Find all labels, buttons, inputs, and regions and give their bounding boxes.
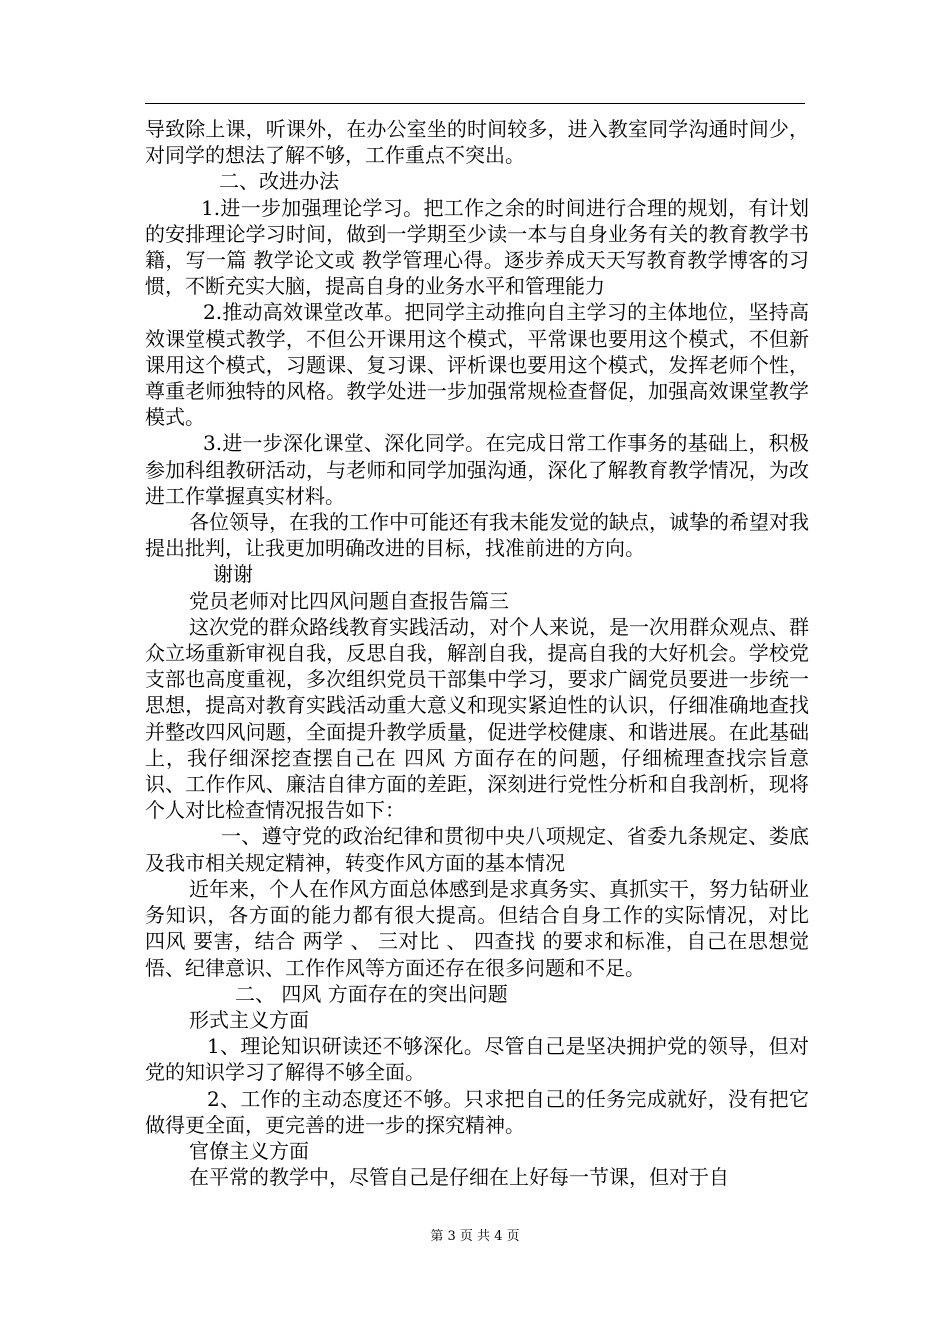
heading-improvement-methods: 二、改进办法: [219, 169, 339, 194]
paragraph-item-1: 1.进一步加强理论学习。把工作之余的时间进行合理的规划，有计划的安排理论学习时间，做到一学期至少读一本与自身业务有关的教育教学书籍，写一篇 教学论文或 教学管理心得。逐步养成天天写教育教学博客的习惯，不断充实大脑，提高自身的业务水平和管理能力: [145, 195, 809, 299]
page-number-footer: 第 3 页 共 4 页: [430, 1229, 520, 1244]
section-title-part-three: 党员老师对比四风问题自查报告篇三: [189, 588, 509, 613]
paragraph-bureaucratism-1: 在平常的教学中，尽管自己是仔细在上好每一节课，但对于自: [189, 1165, 729, 1190]
paragraph-closing-request: 各位领导，在我的工作中可能还有我未能发觉的缺点，诚挚的希望对我提出批判，让我更加明确改进的目标，找准前进的方向。: [145, 510, 809, 561]
heading-outstanding-problems: 二、 四风 方面存在的突出问题: [235, 981, 508, 1006]
paragraph-item-2: 2.推动高效课堂改革。把同学主动推向自主学习的主体地位，坚持高效课堂模式教学，不但公开课用这个模式，平常课也要用这个模式，不但新课用这个模式，习题课、复习课、评析课也要用这个模式，发挥老师个性，尊重老师独特的风格。教学处进一步加强常规检查督促，加强高效课堂教学模式。: [145, 300, 809, 430]
paragraph-continuation: 导致除上课，听课外，在办公室坐的时间较多，进入教室同学沟通时间少，对同学的想法了解不够，工作重点不突出。: [145, 117, 809, 168]
subheading-bureaucratism: 官僚主义方面: [189, 1138, 309, 1163]
paragraph-thanks: 谢谢: [213, 562, 253, 587]
paragraph-item-3: 3.进一步深化课堂、深化同学。在完成日常工作事务的基础上，积极参加科组教研活动，与老师和同学加强沟通，深化了解教育教学情况，为改进工作掌握真实材料。: [145, 431, 809, 508]
subheading-formalism: 形式主义方面: [189, 1007, 309, 1032]
heading-basic-situation: 一、遵守党的政治纪律和贯彻中央八项规定、省委九条规定、娄底及我市相关规定精神，转变作风方面的基本情况: [145, 824, 809, 875]
paragraph-recent-years: 近年来，个人在作风方面总体感到是求真务实、真抓实干，努力钻研业务知识，各方面的能力都有很大提高。但结合自身工作的实际情况，对比 四风 要害，结合 两学 、 三对比 、 四查找 的要求和标准，自己在思想觉悟、纪律意识、工作作风等方面还存在很多问题和不足。: [145, 876, 809, 980]
header-rule: [145, 103, 805, 104]
paragraph-formalism-1: 1、理论知识研读还不够深化。尽管自己是坚决拥护党的领导，但对党的知识学习了解得不够全面。: [145, 1034, 809, 1085]
paragraph-formalism-2: 2、工作的主动态度还不够。只求把自己的任务完成就好，没有把它做得更全面，更完善的进一步的探究精神。: [145, 1086, 809, 1137]
document-body: [145, 116, 809, 1190]
paragraph-introduction: 这次党的群众路线教育实践活动，对个人来说，是一次用群众观点、群众立场重新审视自我，反思自我，解剖自我，提高自我的大好机会。学校党支部也高度重视，多次组织党员干部集中学习，要求广阔党员要进一步统一思想，提高对教育实践活动重大意义和现实紧迫性的认识，仔细准确地查找并整改四风问题，全面提升教学质量，促进学校健康、和谐进展。在此基础上，我仔细深挖查摆自己在 四风 方面存在的问题，仔细梳理查找宗旨意识、工作作风、廉洁自律方面的差距，深刻进行党性分析和自我剖析，现将个人对比检查情况报告如下：: [145, 614, 809, 823]
